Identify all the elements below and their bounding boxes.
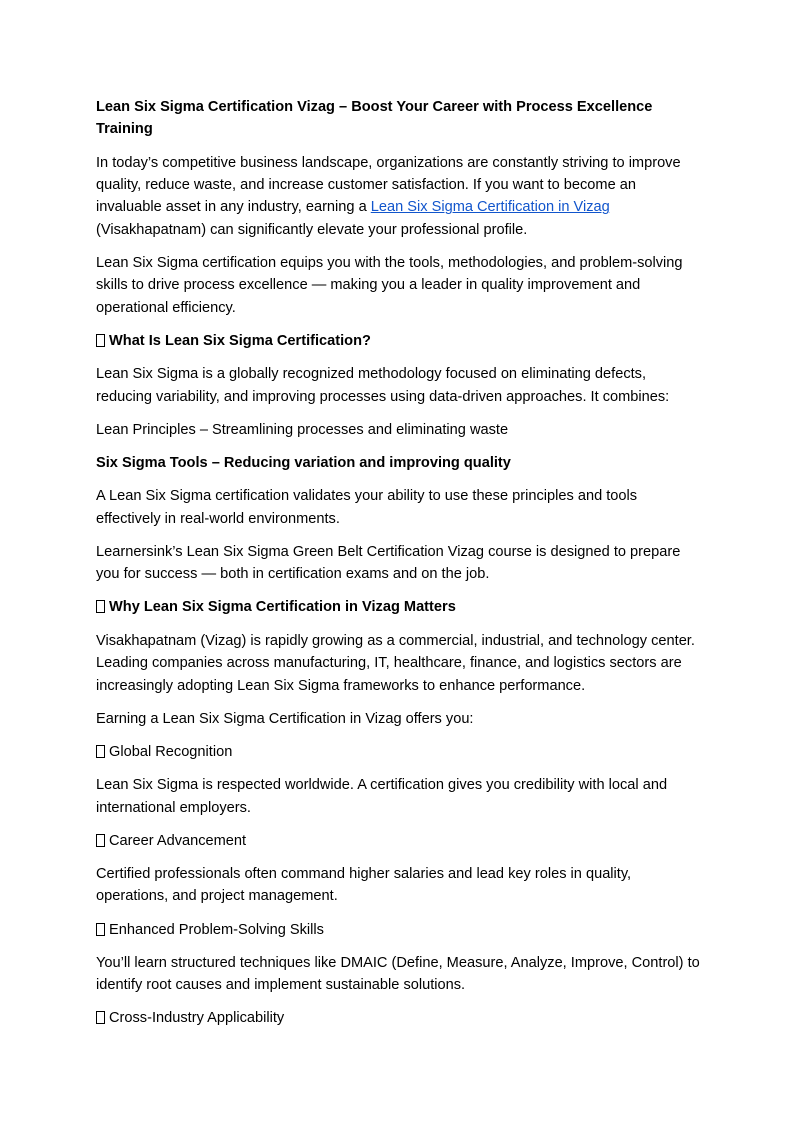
benefit-description: Certified professionals often command higher salaries and lead key roles in quality, operations, and project management.	[96, 865, 632, 905]
checkmark-placeholder-icon	[96, 923, 105, 936]
document-body	[96, 96, 700, 1041]
benefit-title-text: Enhanced Problem-Solving Skills	[109, 921, 324, 938]
section-heading-why-matters	[96, 596, 700, 618]
certification-link[interactable]: Lean Six Sigma Certification in Vizag	[370, 199, 610, 216]
benefit-title	[96, 1007, 700, 1029]
lean-principles-item: Lean Principles – Streamlining processes and eliminating waste	[96, 421, 509, 438]
benefit-title-text: Cross-Industry Applicability	[109, 1010, 285, 1027]
section1-paragraph-3: Learnersink’s Lean Six Sigma Green Belt Certification Vizag course is designed to prepare you for success — both in certification exams and on the job.	[96, 543, 681, 583]
section-heading-text: What Is Lean Six Sigma Certification?	[109, 333, 371, 350]
emoji-placeholder-icon	[96, 600, 105, 613]
section2-paragraph-1: Visakhapatnam (Vizag) is rapidly growing as a commercial, industrial, and technology center. Leading companies across manufacturing, IT, healthcare, finance, and logistics sectors are increasingly adopting Lean Six Sigma frameworks to enhance performance.	[96, 632, 695, 694]
checkmark-placeholder-icon	[96, 1011, 105, 1024]
intro-text-before-link: In today’s competitive business landscape, organizations are constantly striving to improve quality, reduce waste, and increase customer satisfaction. If you want to become an invaluable asset in any industry, earning a	[96, 154, 681, 216]
document-title: Lean Six Sigma Certification Vizag – Boost Your Career with Process Excellence Training	[96, 99, 653, 138]
benefit-description: Lean Six Sigma is respected worldwide. A certification gives you credibility with local and international employers.	[96, 777, 668, 816]
section-heading-what-is	[96, 330, 700, 352]
section2-paragraph-2: Earning a Lean Six Sigma Certification in Vizag offers you:	[96, 710, 474, 727]
checkmark-placeholder-icon	[96, 834, 105, 847]
benefit-description: You’ll learn structured techniques like DMAIC (Define, Measure, Analyze, Improve, Control) to identify root causes and implement sustainable solutions.	[96, 954, 700, 994]
intro-paragraph-2: Lean Six Sigma certification equips you with the tools, methodologies, and problem-solving skills to drive process excellence — making you a leader in quality improvement and operational efficiency.	[96, 255, 683, 316]
intro-text-after-link: (Visakhapatnam) can significantly elevate your professional profile.	[96, 221, 528, 238]
benefit-title	[96, 919, 700, 941]
checkmark-placeholder-icon	[96, 745, 105, 758]
section1-paragraph-1: Lean Six Sigma is a globally recognized methodology focused on eliminating defects, reducing variability, and improving processes using data-driven approaches. It combines:	[96, 366, 670, 405]
benefit-title	[96, 830, 700, 852]
intro-paragraph	[96, 152, 700, 242]
benefit-title-text: Global Recognition	[109, 743, 233, 760]
emoji-placeholder-icon	[96, 334, 105, 347]
benefit-title	[96, 741, 700, 763]
section-heading-text: Why Lean Six Sigma Certification in Vizag Matters	[109, 599, 456, 616]
section1-paragraph-2: A Lean Six Sigma certification validates your ability to use these principles and tools effectively in real-world environments.	[96, 488, 638, 527]
six-sigma-tools-item: Six Sigma Tools – Reducing variation and improving quality	[96, 455, 511, 472]
benefit-title-text: Career Advancement	[109, 832, 247, 849]
